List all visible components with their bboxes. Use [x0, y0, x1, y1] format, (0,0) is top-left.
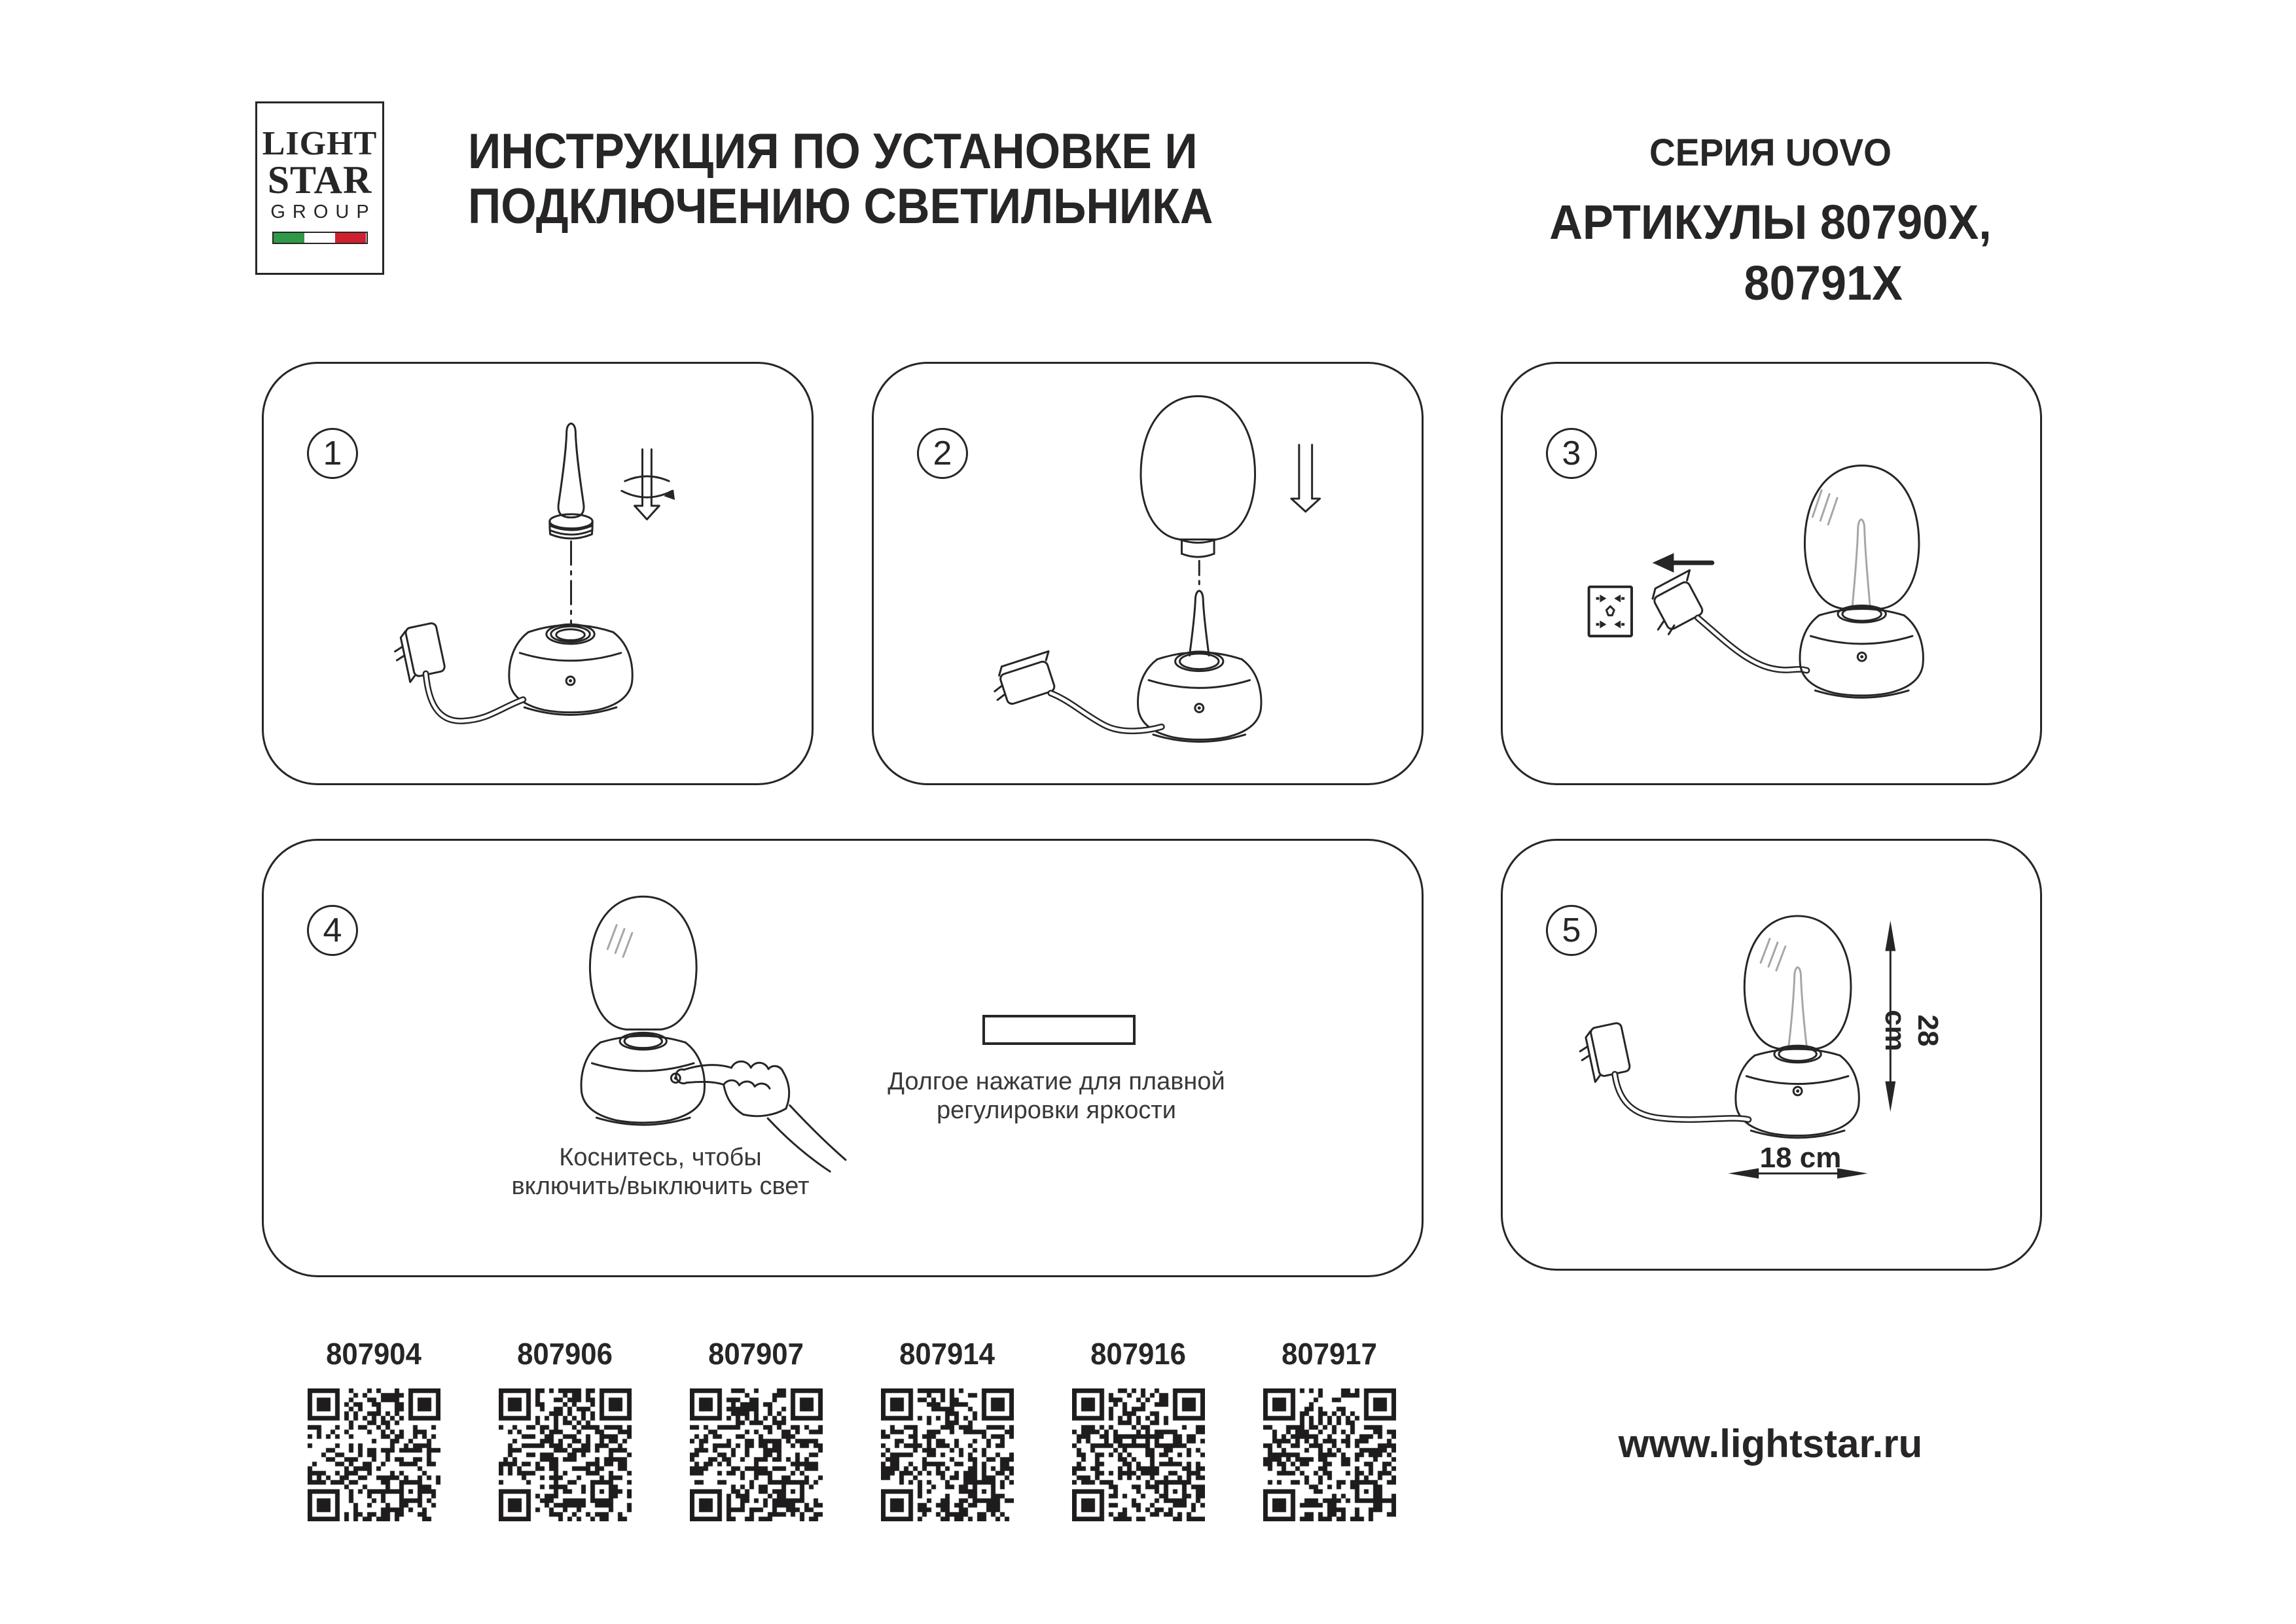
- qr-item-807906: [469, 1336, 660, 1521]
- flag-white: [304, 233, 335, 243]
- article-qr-row: [278, 1336, 1430, 1521]
- page-title: [468, 124, 1213, 234]
- qr-article-number: 807904: [326, 1337, 422, 1371]
- width-dimension-label: 18 cm: [1759, 1142, 1842, 1174]
- step-panel-5: [1501, 839, 2042, 1271]
- screw-down-arrow-icon: [622, 450, 675, 520]
- italian-flag-icon: [272, 232, 368, 244]
- step-number-1: 1: [307, 428, 358, 479]
- step-number-3: 3: [1546, 428, 1597, 479]
- step5-drawing-dimensions: [1503, 841, 2040, 1269]
- logo-light: LIGHT: [262, 125, 378, 162]
- step-panel-1: [262, 362, 814, 785]
- lightstar-logo: [255, 101, 384, 275]
- glass-cone-icon: [558, 423, 584, 518]
- flag-green: [274, 233, 304, 243]
- step-number-4: 4: [307, 905, 358, 956]
- step-panel-2: [872, 362, 1424, 785]
- power-adapter-icon: [1576, 1022, 1632, 1084]
- longpress-caption-line1: Долгое нажатие для плавной: [888, 1068, 1225, 1095]
- touch-button-rectangle: [982, 1015, 1136, 1045]
- left-arrow-icon: [1653, 553, 1712, 573]
- qr-code-icon: [881, 1388, 1014, 1521]
- cone-collar-icon: [550, 514, 592, 529]
- touch-caption-line1: Коснитесь, чтобы: [559, 1144, 762, 1171]
- qr-item-807907: [660, 1336, 852, 1521]
- step2-drawing-install-shade: [874, 364, 1422, 783]
- glass-shade-icon: [1141, 397, 1255, 540]
- qr-code-icon: [1072, 1388, 1205, 1521]
- step-panel-3: [1501, 362, 2042, 785]
- glass-shade-icon: [590, 896, 696, 1029]
- qr-code-icon: [690, 1388, 823, 1521]
- wall-socket-icon: [1589, 587, 1632, 636]
- down-arrow-icon: [1291, 445, 1320, 512]
- series-label: СЕРИЯ UOVO: [1649, 132, 1892, 174]
- qr-article-number: 807917: [1282, 1337, 1377, 1371]
- longpress-caption-line2: регулировки яркости: [936, 1097, 1177, 1124]
- flag-red: [335, 233, 366, 243]
- title-line-2: ПОДКЛЮЧЕНИЮ СВЕТИЛЬНИКА: [468, 179, 1213, 234]
- logo-star: STAR: [267, 158, 372, 202]
- glass-shade-icon: [1744, 916, 1851, 1049]
- height-dimension-label: 28 cm: [1879, 1010, 1944, 1051]
- step-number-2: 2: [917, 428, 968, 479]
- step-panel-4: [262, 839, 1424, 1277]
- longpress-caption: [886, 1067, 1227, 1125]
- glass-shade-icon: [1804, 466, 1919, 609]
- qr-item-807904: [278, 1336, 469, 1521]
- series-articles-block: [1502, 131, 2039, 311]
- touch-caption: [490, 1143, 831, 1201]
- qr-item-807917: [1234, 1336, 1425, 1521]
- step3-drawing-plug-in: [1503, 364, 2040, 783]
- touch-caption-line2: включить/выключить свет: [511, 1173, 810, 1200]
- qr-article-number: 807907: [708, 1337, 804, 1371]
- qr-code-icon: [499, 1388, 632, 1521]
- step1-drawing-remove-diffuser: [264, 364, 812, 783]
- logo-group: GROUP: [270, 202, 376, 222]
- qr-item-807916: [1043, 1336, 1234, 1521]
- step-number-5: 5: [1546, 905, 1597, 956]
- qr-article-number: 807906: [517, 1337, 613, 1371]
- title-line-1: ИНСТРУКЦИЯ ПО УСТАНОВКЕ И: [468, 124, 1198, 179]
- qr-item-807914: [852, 1336, 1043, 1521]
- qr-code-icon: [1263, 1388, 1396, 1521]
- qr-code-icon: [308, 1388, 440, 1521]
- inner-cone-icon: [1789, 967, 1807, 1047]
- website-url: www.lightstar.ru: [1618, 1422, 1923, 1466]
- power-adapter-icon: [1640, 570, 1712, 637]
- power-adapter-icon: [988, 651, 1061, 708]
- qr-article-number: 807914: [899, 1337, 995, 1371]
- articles-line-1: АРТИКУЛЫ 80790Х,: [1549, 195, 1992, 249]
- step4-drawing-touch-control: [264, 841, 1422, 1275]
- articles-line-2: 80791Х: [1744, 256, 1903, 310]
- inner-cone-icon: [1852, 520, 1871, 609]
- power-adapter-icon: [391, 622, 446, 684]
- qr-article-number: 807916: [1090, 1337, 1186, 1371]
